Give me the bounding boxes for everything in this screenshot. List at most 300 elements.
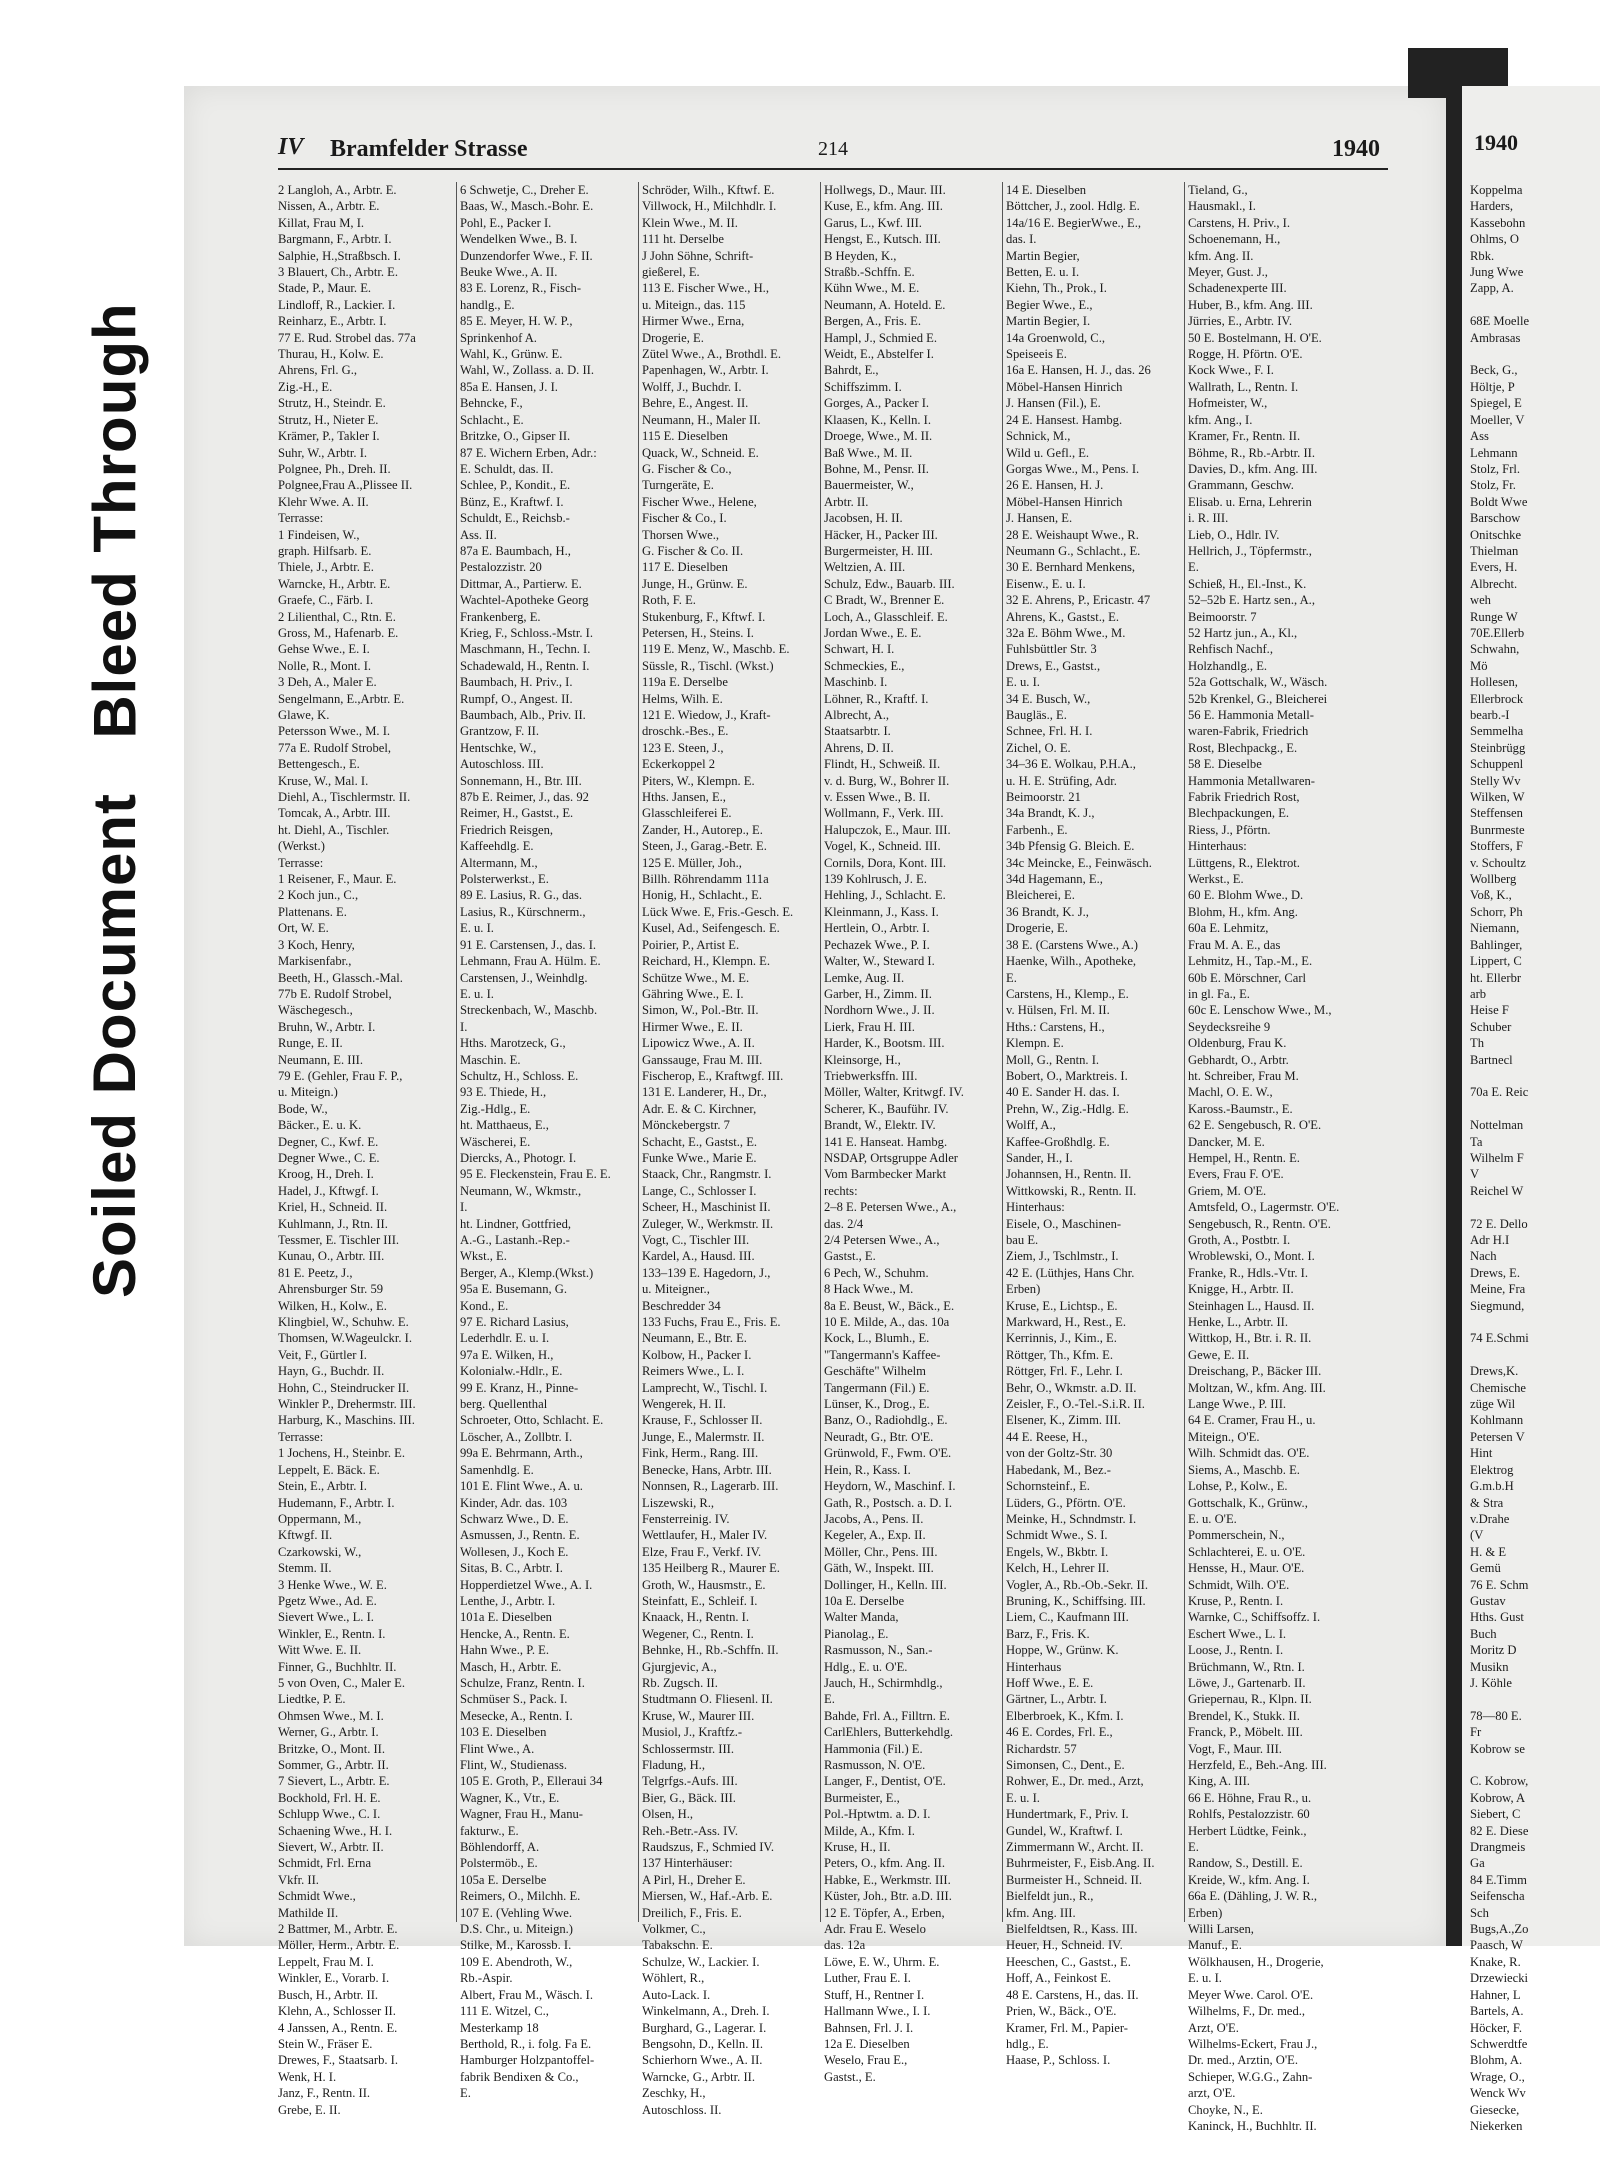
directory-entry-line: Cornils, Dora, Kont. III. xyxy=(824,855,947,870)
directory-entry-line: Carstens, H. Priv., I. xyxy=(1188,215,1291,230)
directory-entry-line: Hirmer Wwe., E. II. xyxy=(642,1019,743,1034)
adjacent-page-line: weh xyxy=(1470,593,1491,608)
directory-entry-line: A Pirl, H., Dreher E. xyxy=(642,1872,746,1887)
directory-entry-line: 85a E. Hansen, J. I. xyxy=(460,379,558,394)
directory-entry-line: Schmidt Wwe., xyxy=(278,1889,356,1904)
adjacent-page-line: Bartels, A. xyxy=(1470,2004,1524,2019)
directory-entry-line: Elsener, K., Zimm. III. xyxy=(1006,1413,1121,1428)
directory-entry-line: Terrasse: xyxy=(278,855,324,870)
directory-entry-line: Pohl, E., Packer I. xyxy=(460,215,552,230)
directory-entry-line: Masch, H., Arbtr. E. xyxy=(460,1659,562,1674)
directory-entry-line: Fladung, H., xyxy=(642,1758,705,1772)
directory-entry-line: Drewes, F., Staatsarb. I. xyxy=(278,2053,399,2068)
adjacent-page-line: Reichel W xyxy=(1470,1183,1524,1198)
adjacent-page-line: Wrage, O., xyxy=(1470,2069,1525,2084)
directory-entry-line: Bier, G., Bäck. III. xyxy=(642,1790,736,1805)
gutter-shadow xyxy=(1446,86,1462,1946)
adjacent-page-line: Nach xyxy=(1470,1249,1497,1264)
directory-column-3 xyxy=(642,182,814,2117)
directory-entry-line: Bahnsen, Frl. J. I. xyxy=(824,2020,914,2035)
directory-entry-line: Billh. Röhrendamm 111a xyxy=(642,872,769,887)
adjacent-page-line: Kobrow se xyxy=(1470,1741,1525,1756)
soiled-document-stamp xyxy=(60,790,170,1300)
directory-entry-line: Sitas, B. C., Arbtr. I. xyxy=(460,1561,563,1576)
directory-entry-line: Simonsen, C., Dent., E. xyxy=(1006,1758,1125,1772)
adjacent-page-line: Siebert, C xyxy=(1470,1807,1521,1822)
directory-entry-line: 95a E. Busemann, G. xyxy=(460,1282,568,1297)
directory-entry-line: Tabakschn. E. xyxy=(642,1938,713,1953)
directory-entry-line: Fensterreinig. IV. xyxy=(642,1511,730,1526)
directory-entry-line: Studtmann O. Fliesenl. II. xyxy=(642,1692,773,1707)
directory-entry-line: Hamburger Holzpantoffel- xyxy=(460,2053,595,2068)
directory-entry-line: Gath, R., Postsch. a. D. I. xyxy=(824,1495,953,1510)
directory-entry-line: (Werkst.) xyxy=(278,839,325,854)
directory-entry-line: Grantzow, F. II. xyxy=(460,724,539,739)
adjacent-page-line: Fr xyxy=(1470,1725,1482,1740)
directory-entry-line: 38 E. (Carstens Wwe., A.) xyxy=(1006,937,1138,952)
directory-entry-line: Franck, P., Möbelt. III. xyxy=(1188,1725,1303,1740)
directory-entry-line: A.-G., Lastanh.-Rep.- xyxy=(460,1233,570,1247)
directory-entry-line: Markisenfabr., xyxy=(278,954,352,969)
directory-entry-line: Vogel, K., Schneid. III. xyxy=(824,839,941,854)
directory-entry-line: Klingbiel, W., Schuhw. E. xyxy=(278,1315,409,1330)
directory-entry-line: Schnick, M., xyxy=(1006,429,1071,444)
directory-entry-line: Wendelken Wwe., B. I. xyxy=(460,232,578,247)
directory-entry-line: Reimers Wwe., L. I. xyxy=(642,1364,745,1379)
adjacent-page-line: C. Kobrow, xyxy=(1470,1774,1529,1789)
directory-entry-line: E. u. I. xyxy=(1006,675,1040,690)
adjacent-page-line: 78—80 E. xyxy=(1470,1708,1522,1723)
directory-entry-line: Böttcher, J., zool. Hdlg. E. xyxy=(1006,199,1140,214)
directory-entry-line: Schlacht., E. xyxy=(460,412,524,427)
directory-entry-line: Sengebusch, R., Rentn. O'E. xyxy=(1188,1216,1331,1231)
directory-entry-line: Hammonia Metallwaren- xyxy=(1188,773,1315,788)
directory-entry-line: 109 E. Abendroth, W., xyxy=(460,1954,573,1969)
directory-entry-line: 7 Sievert, L., Arbtr. E. xyxy=(278,1774,390,1789)
adjacent-page-line: Meine, Fra xyxy=(1470,1282,1526,1297)
directory-entry-line: Liedtke, P. E. xyxy=(278,1692,346,1707)
directory-entry-line: Brüchmann, W., Rtn. I. xyxy=(1188,1659,1305,1674)
adjacent-page-line: Heise F xyxy=(1470,1003,1509,1018)
directory-entry-line: Hadel, J., Kftwgf. I. xyxy=(278,1183,379,1198)
directory-entry-line: Finner, G., Buchhltr. II. xyxy=(278,1659,397,1674)
directory-entry-line: Winkler P., Drehermstr. III. xyxy=(278,1397,416,1412)
directory-entry-line: Baß Wwe., M. II. xyxy=(824,445,913,460)
directory-entry-line: Wilh. Schmidt das. O'E. xyxy=(1188,1446,1310,1461)
adjacent-page-line: 84 E.Timm xyxy=(1470,1872,1527,1887)
directory-entry-line: Schuldt, E., Reichsb.- xyxy=(460,511,570,526)
directory-entry-line: Steen, J., Garag.-Betr. E. xyxy=(642,839,767,854)
directory-entry-line: 60 E. Blohm Wwe., D. xyxy=(1188,888,1304,903)
directory-entry-line: Gross, M., Hafenarb. E. xyxy=(278,625,399,640)
directory-entry-line: v. d. Burg, W., Bohrer II. xyxy=(824,773,950,788)
directory-entry-line: Straßb.-Schffn. E. xyxy=(824,265,915,280)
directory-entry-line: Gärtner, L., Arbtr. I. xyxy=(1006,1692,1107,1707)
directory-entry-line: ht. Diehl, A., Tischler. xyxy=(278,822,390,837)
adjacent-page-line: Kohlmann xyxy=(1470,1413,1524,1428)
directory-entry-line: Sommer, G., Arbtr. II. xyxy=(278,1758,389,1772)
directory-entry-line: Kleinmann, J., Kass. I. xyxy=(824,904,939,919)
directory-entry-line: Kock, L., Blumh., E. xyxy=(824,1331,930,1346)
adjacent-page-line: Rbk. xyxy=(1470,248,1495,263)
directory-entry-line: Haenke, Wilh., Apotheke, xyxy=(1006,954,1137,969)
directory-entry-line: Gastst., E. xyxy=(824,1249,876,1264)
section-numeral: IV xyxy=(278,134,304,160)
directory-entry-line: v. Hülsen, Frl. M. II. xyxy=(1006,1003,1110,1018)
directory-entry-line: Löscher, A., Zollbtr. I. xyxy=(460,1429,573,1444)
directory-entry-line: Janz, F., Rentn. II. xyxy=(278,2086,371,2101)
directory-entry-line: Willi Larsen, xyxy=(1188,1922,1254,1937)
adjacent-page-line: Wilhelm F xyxy=(1470,1150,1524,1165)
directory-entry-line: Burmeister, E., xyxy=(824,1790,900,1805)
directory-entry-line: Grünwold, F., Fwm. O'E. xyxy=(824,1446,952,1461)
adjacent-page-line: Moritz D xyxy=(1470,1643,1517,1658)
directory-entry-line: Behre, E., Angest. II. xyxy=(642,396,749,411)
adjacent-page-line: Th xyxy=(1470,1036,1484,1051)
adjacent-page-line: Ga xyxy=(1470,1856,1485,1871)
directory-entry-line: 2–8 E. Petersen Wwe., A., xyxy=(824,1200,957,1215)
directory-entry-line: Warnke, C., Schiffsoffz. I. xyxy=(1188,1610,1321,1625)
directory-entry-line: Walter, W., Steward I. xyxy=(824,954,935,969)
directory-entry-line: 99 E. Kranz, H., Pinne- xyxy=(460,1380,579,1395)
directory-entry-line: Lüttgens, R., Elektrot. xyxy=(1188,855,1300,870)
directory-entry-line: Liszewski, R., xyxy=(642,1495,715,1510)
directory-entry-line: Flint, W., Studienass. xyxy=(460,1758,568,1772)
directory-entry-line: gießerel, E. xyxy=(642,265,700,280)
directory-entry-line: Schlee, P., Kondit., E. xyxy=(460,478,571,493)
directory-entry-line: 10 E. Milde, A., das. 10a xyxy=(824,1315,950,1330)
adjacent-page-line: Gemü xyxy=(1470,1561,1501,1576)
directory-entry-line: Schieper, W.G.G., Zahn- xyxy=(1188,2069,1313,2084)
directory-entry-line: Diercks, A., Photogr. I. xyxy=(460,1150,577,1165)
directory-entry-line: 34d Hagemann, E., xyxy=(1006,872,1103,887)
directory-entry-line: Hensse, H., Maur. O'E. xyxy=(1188,1561,1305,1576)
directory-entry-line: Hoff Wwe., E. E. xyxy=(1006,1675,1094,1690)
directory-entry-line: Gäth, W., Inspekt. III. xyxy=(824,1561,934,1576)
directory-entry-line: Killat, Frau M, I. xyxy=(278,215,365,230)
directory-entry-line: Schadenexperte III. xyxy=(1188,281,1287,296)
directory-entry-line: Ahrensburger Str. 59 xyxy=(278,1282,384,1297)
directory-entry-line: Vom Barmbecker Markt xyxy=(824,1167,947,1182)
directory-entry-line: Eisenw., E. u. I. xyxy=(1006,576,1086,591)
directory-entry-line: Helms, Wilh. E. xyxy=(642,691,723,706)
directory-entry-line: Elze, Frau F., Verkf. IV. xyxy=(642,1544,762,1559)
directory-entry-line: Kuhlmann, J., Rtn. II. xyxy=(278,1216,388,1231)
adjacent-page-line xyxy=(1470,1691,1529,1707)
adjacent-page-line: G.m.b.H xyxy=(1470,1479,1514,1494)
directory-entry-line: 137 Hinterhäuser: xyxy=(642,1856,733,1871)
directory-entry-line: Dittmar, A., Partierw. E. xyxy=(460,576,582,591)
adjacent-page-line: Ellerbrock xyxy=(1470,691,1524,706)
directory-entry-line: Degner, C., Kwf. E. xyxy=(278,1134,379,1149)
adjacent-page-line: V xyxy=(1470,1167,1480,1182)
directory-entry-line: 103 E. Dieselben xyxy=(460,1725,547,1740)
directory-entry-line: das. 12a xyxy=(824,1938,866,1953)
directory-entry-line: Schaening Wwe., H. I. xyxy=(278,1823,393,1838)
directory-entry-line: Grammann, Geschw. xyxy=(1188,478,1294,493)
adjacent-page-line: Hollesen, xyxy=(1470,675,1518,690)
directory-entry-line: Schacht, E., Gastst., E. xyxy=(642,1134,758,1149)
directory-entry-line: Plattenans. E. xyxy=(278,904,347,919)
adjacent-page-line: 70a E. Reic xyxy=(1470,1085,1529,1100)
directory-entry-line: Hausmakl., I. xyxy=(1188,199,1256,214)
adjacent-page-line: 70E.Ellerb xyxy=(1470,625,1525,640)
directory-entry-line: Maschmann, H., Techn. I. xyxy=(460,642,591,657)
adjacent-page-line: Semmelha xyxy=(1470,724,1524,739)
adjacent-page-line: Drews,K. xyxy=(1470,1364,1519,1379)
directory-entry-line: Schwarz Wwe., D. E. xyxy=(460,1511,569,1526)
directory-entry-line: 58 E. Dieselbe xyxy=(1188,757,1262,772)
directory-entry-line: Petersen, H., Steins. I. xyxy=(642,625,754,640)
directory-entry-line: Rohwer, E., Dr. med., Arzt, xyxy=(1006,1774,1144,1789)
directory-entry-line: Veit, F., Gürtler I. xyxy=(278,1347,367,1362)
directory-entry-line: Hollwegs, D., Maur. III. xyxy=(824,183,946,197)
directory-entry-line: Albert, Frau M., Wäsch. I. xyxy=(460,1987,594,2002)
directory-entry-line: Krieg, F., Schloss.-Mstr. I. xyxy=(460,625,593,640)
directory-entry-line: Auto-Lack. I. xyxy=(642,1987,711,2002)
directory-entry-line: Hths. Marotzeck, G., xyxy=(460,1036,566,1051)
directory-entry-line: Möbel-Hansen Hinrich xyxy=(1006,494,1123,509)
directory-entry-line: Peters, O., kfm. Ang. II. xyxy=(824,1856,946,1871)
directory-entry-line: Frankenberg, E. xyxy=(460,609,541,624)
directory-entry-line: C Bradt, W., Brenner E. xyxy=(824,593,945,608)
directory-entry-line: 107 E. (Vehling Wwe. xyxy=(460,1905,573,1920)
directory-entry-line: Pechazek Wwe., P. I. xyxy=(824,937,930,952)
directory-entry-line: Prien, W., Bäck., O'E. xyxy=(1006,2004,1117,2019)
adjacent-page-line: Jung Wwe xyxy=(1470,265,1524,280)
directory-entry-line: Rb. Zugsch. II. xyxy=(642,1675,718,1690)
adjacent-page-line: Voß, K., xyxy=(1470,888,1512,903)
directory-entry-line: Bobert, O., Marktreis. I. xyxy=(1006,1068,1128,1083)
directory-entry-line: 113 E. Fischer Wwe., H., xyxy=(642,281,769,296)
directory-entry-line: Wachtel-Apotheke Georg xyxy=(460,593,589,608)
directory-entry-line: Holzhandlg., E. xyxy=(1188,658,1268,673)
directory-entry-line: Stuff, H., Rentner I. xyxy=(824,1987,925,2002)
directory-entry-line: Burmeister H., Schneid. II. xyxy=(1006,1872,1143,1887)
directory-entry-line: Weltzien, A. III. xyxy=(824,560,906,575)
adjacent-page-line: Kobrow, A xyxy=(1470,1790,1526,1805)
directory-entry-line: Nonnsen, R., Lagerarb. III. xyxy=(642,1479,779,1494)
directory-entry-line: Frau M. A. E., das xyxy=(1188,937,1281,952)
directory-entry-line: Schulze, Franz, Rentn. I. xyxy=(460,1675,585,1690)
directory-entry-line: Rost, Blechpackg., E. xyxy=(1188,740,1298,755)
directory-entry-line: Kruse, W., Maurer III. xyxy=(642,1708,755,1723)
directory-entry-line: rechts: xyxy=(824,1183,858,1198)
adjacent-page-line: Wollberg xyxy=(1470,872,1517,887)
directory-entry-line: Winkler, E., Vorarb. I. xyxy=(278,1971,390,1986)
adjacent-page-line: Ambrasas xyxy=(1470,330,1521,345)
directory-entry-line: Möller, Herm., Arbtr. E. xyxy=(278,1938,400,1953)
directory-column-6 xyxy=(1188,182,1360,2133)
directory-entry-line: Fischerop, E., Kraftwgf. III. xyxy=(642,1068,784,1083)
directory-entry-line: Terrasse: xyxy=(278,1429,324,1444)
directory-entry-line: 28 E. Weishaupt Wwe., R. xyxy=(1006,527,1139,542)
directory-entry-line: 64 E. Cramer, Frau H., u. xyxy=(1188,1413,1316,1428)
directory-entry-line: Schierhorn Wwe., A. II. xyxy=(642,2053,763,2068)
directory-entry-line: Suhr, W., Arbtr. I. xyxy=(278,445,368,460)
directory-entry-line: Hehling, J., Schlacht. E. xyxy=(824,888,946,903)
directory-entry-line: 10a E. Derselbe xyxy=(824,1593,905,1608)
adjacent-page-line: Drangmeis xyxy=(1470,1840,1526,1855)
directory-entry-line: Vogt, C., Tischler III. xyxy=(642,1233,750,1247)
directory-entry-line: Banz, O., Radiohdlg., E. xyxy=(824,1413,948,1428)
adjacent-page-line: Seifenscha xyxy=(1470,1889,1525,1904)
directory-entry-line: Rasmusson, N. O'E. xyxy=(824,1758,926,1772)
directory-entry-line: Hinterhaus: xyxy=(1006,1200,1065,1215)
directory-entry-line: Flindt, H., Schweiß. II. xyxy=(824,757,941,772)
directory-entry-line: Bielfeldtsen, R., Kass. III. xyxy=(1006,1922,1138,1937)
directory-entry-line: Geschäfte" Wilhelm xyxy=(824,1364,926,1379)
directory-entry-line: Böhlendorff, A. xyxy=(460,1840,540,1855)
directory-entry-line: Mesterkamp 18 xyxy=(460,2020,539,2035)
directory-entry-line: Fuhlsbüttler Str. 3 xyxy=(1006,642,1097,657)
directory-entry-line: Kruse, P., Rentn. I. xyxy=(1188,1593,1284,1608)
directory-entry-line: Erben) xyxy=(1188,1905,1223,1920)
directory-entry-line: Sengelmann, E.,Arbtr. E. xyxy=(278,691,405,706)
directory-entry-line: Röttger, Th., Kfm. E. xyxy=(1006,1347,1113,1362)
directory-entry-line: Elberbroek, K., Kfm. I. xyxy=(1006,1708,1124,1723)
directory-entry-line: Küster, Joh., Btr. a.D. III. xyxy=(824,1889,952,1904)
directory-entry-line: Sonnemann, H., Btr. III. xyxy=(460,773,582,788)
directory-entry-line: Polstermöb., E. xyxy=(460,1856,538,1871)
directory-entry-line: Walter Manda, xyxy=(824,1610,899,1625)
directory-entry-line: 14 E. Dieselben xyxy=(1006,183,1087,197)
directory-entry-line: Tessmer, E. Tischler III. xyxy=(278,1233,400,1247)
directory-entry-line: Wkst., E. xyxy=(460,1249,507,1264)
directory-entry-line: Witt Wwe. E. II. xyxy=(278,1643,362,1658)
directory-entry-line: Rohlfs, Pestalozzistr. 60 xyxy=(1188,1807,1310,1822)
directory-entry-line: Wenk, H. I. xyxy=(278,2069,337,2084)
adjacent-page-line: & Stra xyxy=(1470,1495,1504,1510)
adjacent-page-line: bearb.-I xyxy=(1470,708,1510,722)
directory-entry-line: kfm. Ang. III. xyxy=(1006,1905,1076,1920)
directory-entry-line: Diehl, A., Tischlermstr. II. xyxy=(278,790,411,805)
directory-entry-line: Elisab. u. Erna, Lehrerin xyxy=(1188,494,1312,509)
directory-entry-line: Zeisler, F., O.-Tel.-S.i.R. II. xyxy=(1006,1397,1145,1412)
directory-entry-line: 5 von Oven, C., Maler E. xyxy=(278,1675,405,1690)
directory-entry-line: Kiehn, Th., Prok., I. xyxy=(1006,281,1107,296)
directory-entry-line: Halupczok, E., Maur. III. xyxy=(824,822,951,837)
directory-entry-line: Bode, W., xyxy=(278,1101,328,1116)
directory-entry-line: Reh.-Betr.-Ass. IV. xyxy=(642,1823,738,1838)
directory-entry-line: Winkler, E., Rentn. I. xyxy=(278,1626,386,1641)
directory-entry-line: Bockhold, Frl. H. E. xyxy=(278,1790,381,1805)
directory-entry-line: Quack, W., Schneid. E. xyxy=(642,445,759,460)
directory-entry-line: 32 E. Ahrens, P., Ericastr. 47 xyxy=(1006,593,1151,608)
directory-entry-line: Hempel, H., Rentn. E. xyxy=(1188,1150,1300,1165)
directory-entry-line: Kunau, O., Arbtr. III. xyxy=(278,1249,385,1264)
directory-entry-line: Schroeter, Otto, Schlacht. E. xyxy=(460,1413,604,1428)
directory-entry-line: Gorgas Wwe., M., Pens. I. xyxy=(1006,461,1140,476)
directory-entry-line: Huber, B., kfm. Ang. III. xyxy=(1188,297,1313,312)
directory-entry-line: 77 E. Rud. Strobel das. 77a xyxy=(278,330,416,345)
directory-entry-line: Schmidt Wwe., S. I. xyxy=(1006,1528,1108,1543)
directory-entry-line: u. Miteign., das. 115 xyxy=(642,297,746,312)
directory-entry-line: Drogerie, E. xyxy=(642,330,704,345)
directory-entry-line: Sander, H., I. xyxy=(1006,1150,1073,1165)
directory-entry-line: Grebe, E. II. xyxy=(278,2102,341,2117)
directory-entry-line: Wolff, A., xyxy=(1006,1118,1056,1133)
directory-entry-line: Polgnee, Ph., Dreh. II. xyxy=(278,461,391,476)
directory-entry-line: J. Hansen, E. xyxy=(1006,511,1073,526)
directory-entry-line: Röttger, Frl. F., Lehr. I. xyxy=(1006,1364,1123,1379)
directory-entry-line: Weselo, Frau E., xyxy=(824,2053,908,2068)
adjacent-page-line: Drzewiecki xyxy=(1470,1971,1529,1986)
directory-entry-line: Berger, A., Klemp.(Wkst.) xyxy=(460,1265,594,1280)
bleed-through-label: Bleed Through xyxy=(81,301,149,739)
directory-entry-line: 34 E. Busch, W., xyxy=(1006,691,1091,706)
directory-entry-line: J. Hansen (Fil.), E. xyxy=(1006,396,1101,411)
directory-entry-line: I. xyxy=(460,1019,468,1034)
adjacent-page-line: Buch xyxy=(1470,1626,1497,1641)
directory-entry-line: Lierk, Frau H. III. xyxy=(824,1019,915,1034)
directory-entry-line: Löhner, R., Kraftf. I. xyxy=(824,691,929,706)
directory-entry-line: Wettlaufer, H., Maler IV. xyxy=(642,1528,768,1543)
directory-entry-line: Bünz, E., Kraftwf. I. xyxy=(460,494,564,509)
directory-entry-line: Lehmitz, H., Tap.-M., E. xyxy=(1188,954,1313,969)
directory-entry-line: Strutz, H., Steindr. E. xyxy=(278,396,386,411)
directory-entry-line: Carstensen, J., Weinhdlg. xyxy=(460,970,588,985)
directory-entry-line: Burghard, G., Lagerar. I. xyxy=(642,2020,767,2035)
adjacent-page-line: Petersen V xyxy=(1470,1429,1525,1444)
directory-entry-line: Arbtr. II. xyxy=(824,494,869,509)
directory-entry-line: 60b E. Mörschner, Carl xyxy=(1188,970,1307,985)
directory-entry-line: Amtsfeld, O., Lagermstr. O'E. xyxy=(1188,1200,1340,1215)
directory-entry-line: Hampl, J., Schmied E. xyxy=(824,330,937,345)
directory-entry-line: Nolle, R., Mont. I. xyxy=(278,658,372,673)
directory-entry-line: Kroog, H., Dreh. I. xyxy=(278,1167,374,1182)
directory-entry-line: Lipowicz Wwe., A. II. xyxy=(642,1036,755,1051)
directory-entry-line: Bruning, K., Schiffsing. III. xyxy=(1006,1593,1146,1608)
directory-entry-line: Betten, E. u. I. xyxy=(1006,265,1080,280)
directory-entry-line: Schoenemann, H., xyxy=(1188,232,1281,247)
directory-entry-line: Bettengesch., E. xyxy=(278,757,360,772)
directory-entry-line: Werner, G., Arbtr. I. xyxy=(278,1725,379,1740)
directory-entry-line: Garus, L., Kwf. III. xyxy=(824,215,922,230)
directory-entry-line: 125 E. Müller, Joh., xyxy=(642,855,742,870)
directory-entry-line: Autoschloss. III. xyxy=(460,757,544,772)
directory-entry-line: 87b E. Reimer, J., das. 92 xyxy=(460,790,589,805)
directory-entry-line: Wroblewski, O., Mont. I. xyxy=(1188,1249,1315,1264)
directory-entry-line: 34c Meincke, E., Feinwäsch. xyxy=(1006,855,1152,870)
directory-entry-line: Davies, D., kfm. Ang. III. xyxy=(1188,461,1318,476)
adjacent-page-line: arb xyxy=(1470,986,1487,1001)
directory-entry-line: Beimoorstr. 21 xyxy=(1006,790,1081,805)
directory-entry-line: Hein, R., Kass. I. xyxy=(824,1462,911,1477)
directory-entry-line: King, A. III. xyxy=(1188,1774,1250,1789)
directory-entry-line: Wahl, K., Grünw. E. xyxy=(460,347,563,362)
directory-entry-line: 77a E. Rudolf Strobel, xyxy=(278,740,391,755)
adjacent-page-line: Musikn xyxy=(1470,1659,1509,1674)
directory-entry-line: 91 E. Carstensen, J., das. I. xyxy=(460,937,597,952)
directory-entry-line: Ziem, J., Tschlmstr., I. xyxy=(1006,1249,1119,1264)
directory-entry-line: 3 Blauert, Ch., Arbtr. E. xyxy=(278,265,398,280)
directory-entry-line: 139 Kohlrusch, J. E. xyxy=(824,872,927,887)
directory-entry-line: das. I. xyxy=(1006,232,1037,247)
directory-entry-line: Fabrik Friedrich Rost, xyxy=(1188,790,1300,805)
directory-entry-line: Reimers, O., Milchh. E. xyxy=(460,1889,581,1904)
directory-entry-line: Brandt, W., Elektr. IV. xyxy=(824,1118,936,1133)
directory-entry-line: Habedank, M., Bez.- xyxy=(1006,1462,1111,1477)
directory-entry-line: 34b Pfensig G. Bleich. E. xyxy=(1006,839,1135,854)
directory-entry-line: Adr. E. & C. Kirchner, xyxy=(642,1101,757,1116)
directory-entry-line: "Tangermann's Kaffee- xyxy=(824,1347,941,1362)
directory-entry-line: Vogt, F., Maur. III. xyxy=(1188,1741,1282,1756)
directory-entry-line: Hinterhaus xyxy=(1006,1659,1062,1674)
directory-entry-line: Wolff, J., Buchdr. I. xyxy=(642,379,742,394)
directory-entry-line: waren-Fabrik, Friedrich xyxy=(1188,724,1309,739)
directory-entry-line: Schlachterei, E. u. O'E. xyxy=(1188,1544,1306,1559)
